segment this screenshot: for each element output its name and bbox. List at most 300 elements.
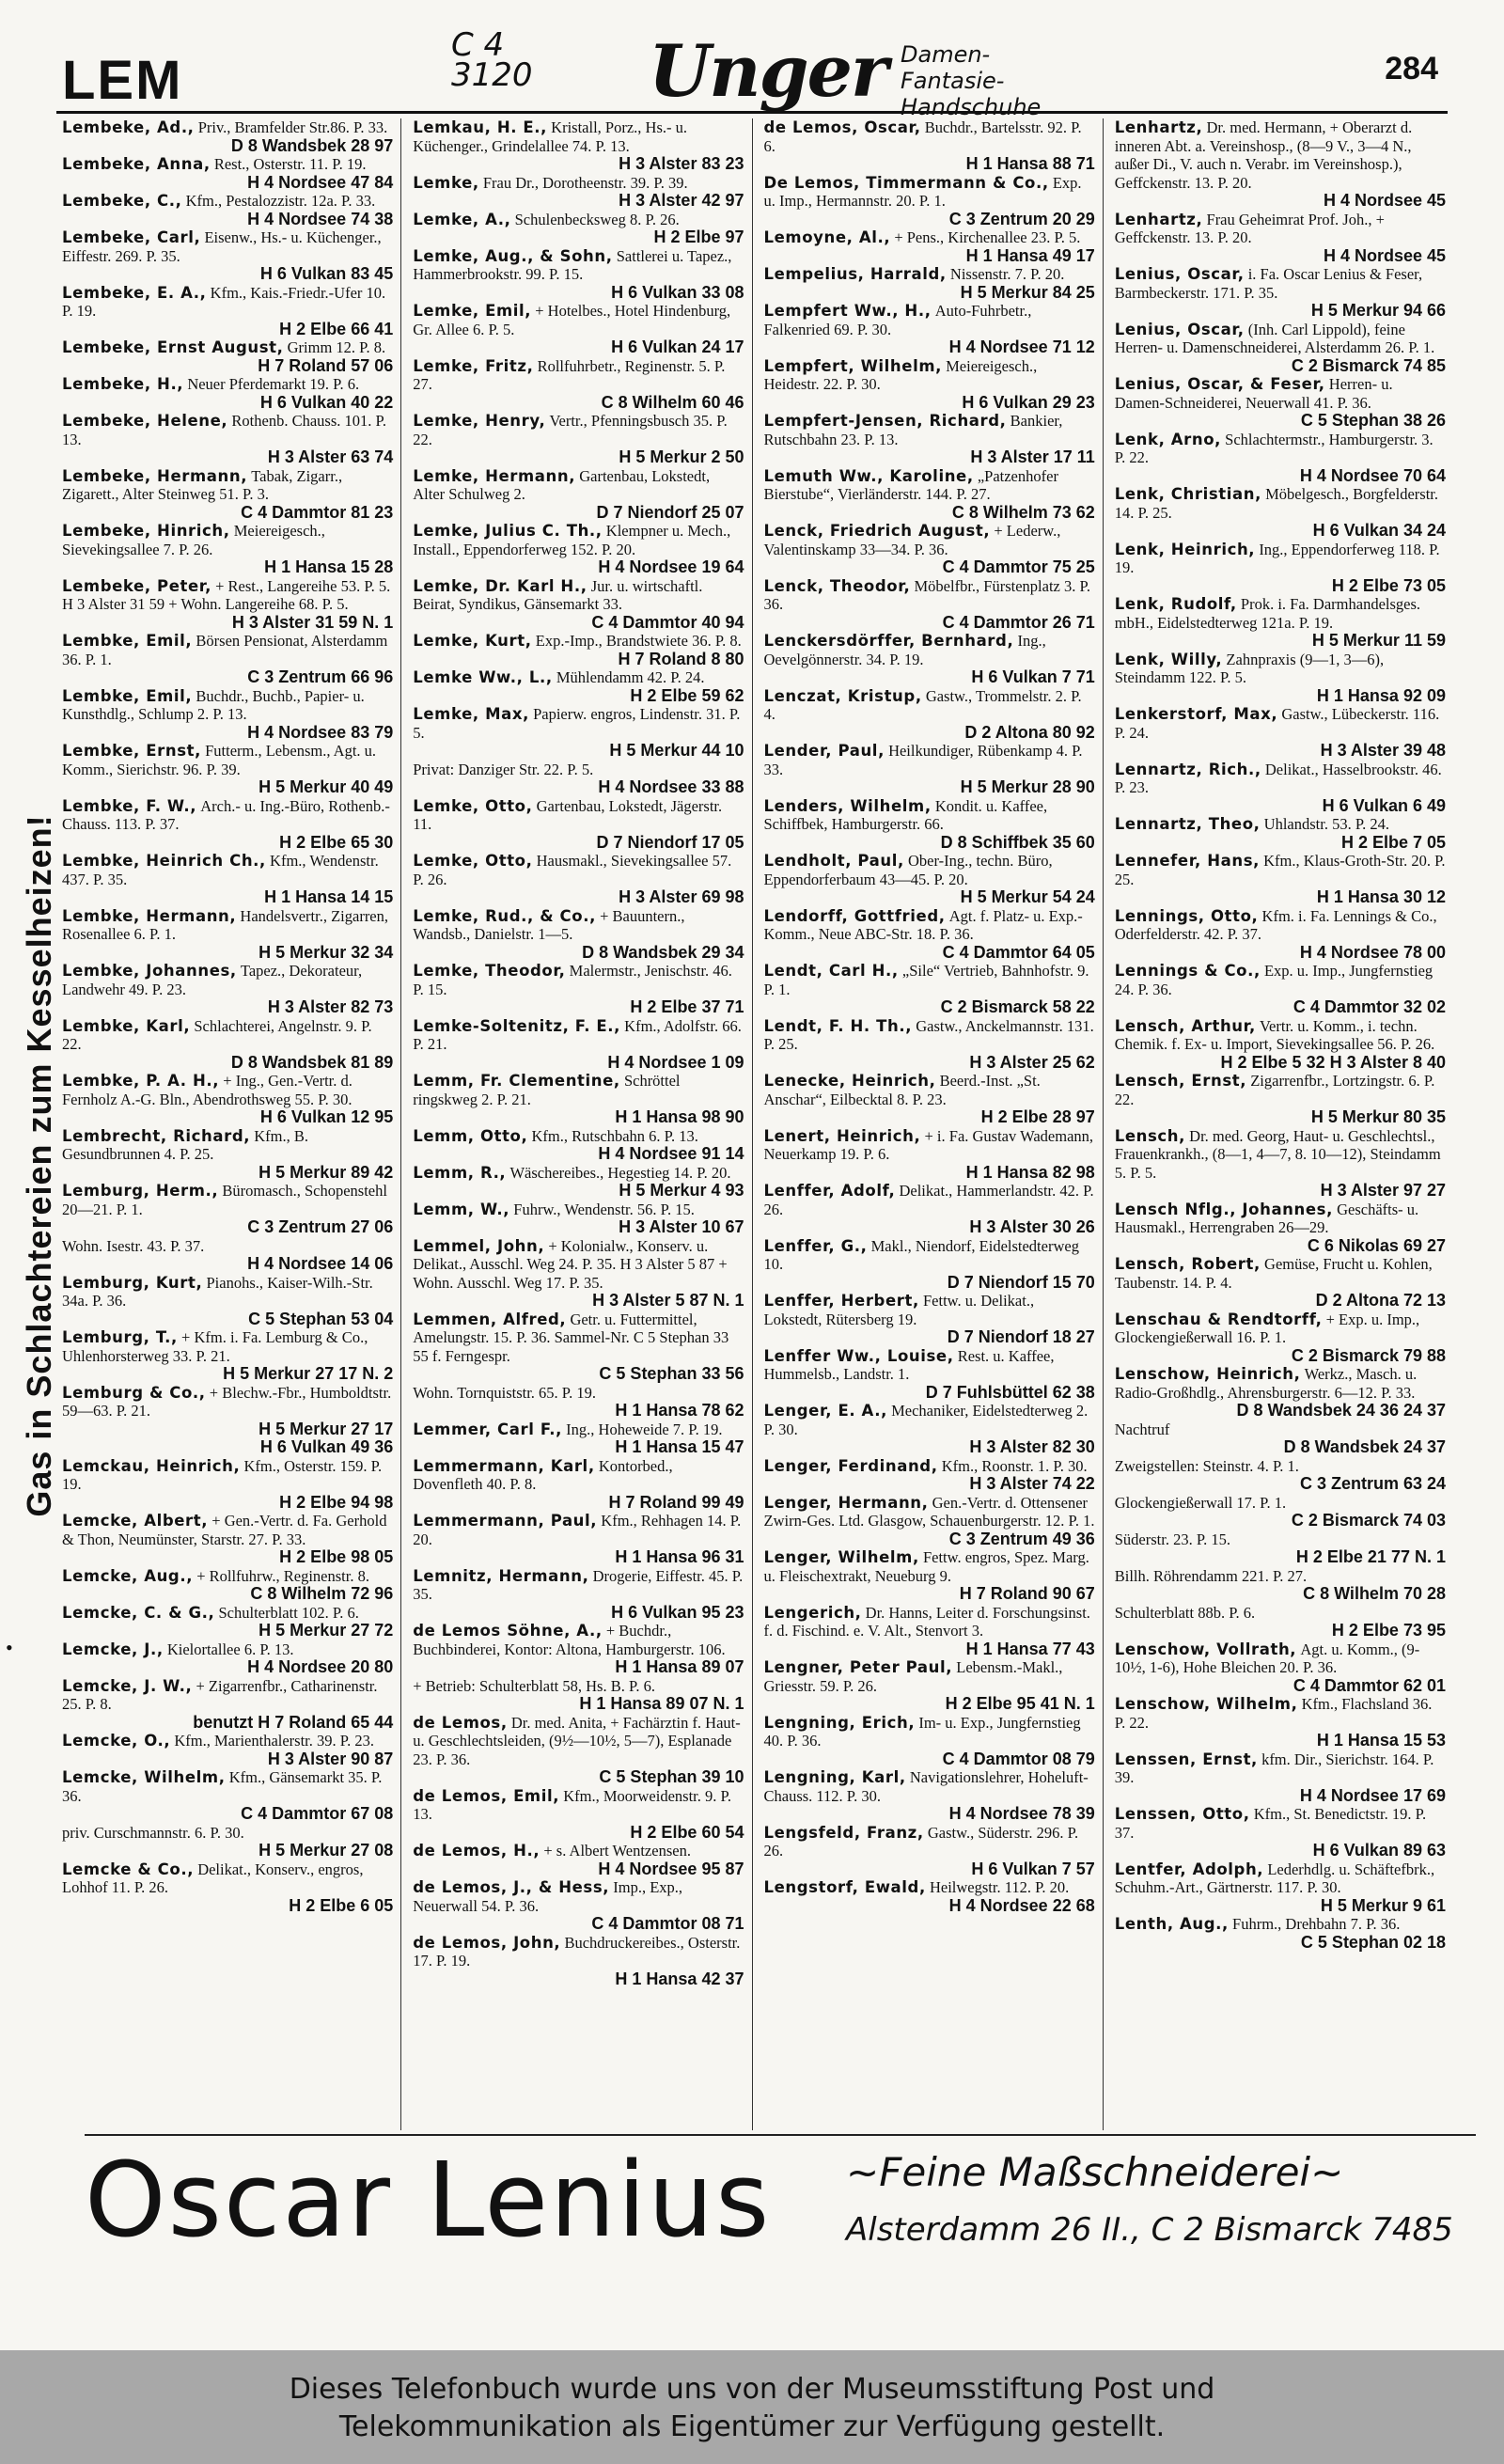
directory-entry <box>62 1182 393 1237</box>
entry-phone: H 6 Vulkan 89 63 <box>1312 1841 1446 1860</box>
entry-name: Lemm, Otto, <box>413 1126 528 1145</box>
directory-entry <box>62 1677 393 1733</box>
entry-name: Lensch Nflg., Johannes, <box>1114 1200 1333 1218</box>
header-brand-subtitle <box>901 41 1041 120</box>
entry-details: + Buchdr., Buchbinderei, Kontor: Altona, Hamburgerstr. 106. <box>413 1622 726 1658</box>
entry-name: Lengsfeld, Franz, <box>763 1823 924 1842</box>
entry-name: Lemcke, J., <box>62 1640 164 1658</box>
directory-entry <box>413 174 744 211</box>
entry-name: Lenk, Willy, <box>1114 650 1223 668</box>
entry-phone: H 2 Elbe 6 05 <box>289 1895 394 1915</box>
entry-details: Navigationslehrer, Hoheluft-Chauss. 112. P. 30. <box>763 1768 1089 1805</box>
entry-name: Lemuth Ww., Karoline, <box>763 466 974 485</box>
entry-name: Lendorff, Gottfried, <box>763 906 946 925</box>
directory-entry <box>62 632 393 687</box>
entry-name: Lendt, F. H. Th., <box>763 1016 913 1035</box>
directory-entry <box>764 174 1095 229</box>
entry-details: Gastw., Lübeckerstr. 116. P. 24. <box>1114 705 1440 742</box>
entry-phone: C 5 Stephan 33 56 <box>599 1364 744 1383</box>
entry-name: Lengning, Karl, <box>763 1768 906 1786</box>
entry-details: Börsen Pensionat, Alsterdamm 36. P. 1. <box>62 632 388 668</box>
entry-details: Kfm., Rehhagen 14. P. 20. <box>413 1512 742 1548</box>
directory-entry <box>413 1310 744 1384</box>
directory-entry <box>1115 1255 1446 1310</box>
entry-details: Bankier, Rutschbahn 23. P. 13. <box>763 412 1063 448</box>
header-brand: Unger <box>649 29 887 113</box>
entry-name: Lemke, Emil, <box>413 302 532 320</box>
entry-details: Glockengießerwall 17. P. 1. <box>1114 1493 1287 1512</box>
entry-phone: H 6 Vulkan 49 36 <box>259 1437 394 1456</box>
entry-name: Lenders, Wilhelm, <box>763 796 932 815</box>
entry-phone: H 5 Merkur 27 08 <box>258 1841 394 1860</box>
entry-phone: H 5 Merkur 27 17 N. 2 <box>223 1364 394 1383</box>
entry-name: Lengning, Erich, <box>763 1713 916 1732</box>
entry-details: Kielortallee 6. P. 13. <box>166 1640 294 1658</box>
entry-details: Wohn. Isestr. 43. P. 37. <box>62 1236 205 1255</box>
entry-details: Ing., Eppendorferweg 118. P. 19. <box>1114 540 1440 576</box>
listing-column-3 <box>760 118 1104 2130</box>
entry-phone: H 1 Hansa 15 28 <box>264 557 394 576</box>
directory-entry <box>1115 321 1446 376</box>
entry-name: Lentfer, Adolph, <box>1114 1860 1264 1878</box>
entry-phone: C 5 Stephan 53 04 <box>248 1309 394 1328</box>
header-code-line2: 3120 <box>451 56 533 94</box>
entry-phone: H 4 Nordsee 33 88 <box>598 777 744 796</box>
entry-details: + s. Albert Wentzensen. <box>543 1842 691 1860</box>
entry-name: Lemke, Dr. Karl H., <box>413 576 588 595</box>
entry-details: Drogerie, Eiffestr. 45. P. 35. <box>413 1566 744 1603</box>
entry-details: Exp.-Imp., Brandstwiete 36. P. 8. <box>535 632 742 650</box>
entry-phone: H 4 Nordsee 78 00 <box>1299 942 1446 962</box>
brand-sub-line2: Handschuhe <box>901 94 1042 120</box>
entry-details: Rothenb. Chauss. 101. P. 13. <box>62 412 386 448</box>
entry-phone: H 3 Alster 74 22 <box>969 1474 1095 1493</box>
entry-details: Kfm., Marienthalerstr. 39. P. 23. <box>174 1732 374 1750</box>
side-banner-text: Gas in Schlachtereien zum Kesselheizen! <box>20 814 58 1517</box>
entry-details: Vertr., Pfenningsbusch 35. P. 22. <box>413 412 728 448</box>
entry-phone: H 4 Nordsee 91 14 <box>598 1144 744 1163</box>
entry-phone: H 2 Elbe 94 98 <box>279 1492 394 1512</box>
entry-name: Lemm, W., <box>413 1200 510 1218</box>
entry-phone: C 8 Wilhelm 60 46 <box>601 392 744 412</box>
entry-phone: H 1 Hansa 98 90 <box>615 1107 744 1126</box>
entry-name: de Lemos, John, <box>413 1933 561 1952</box>
entry-name: Lemmer, Carl F., <box>413 1420 563 1438</box>
directory-entry <box>413 522 744 577</box>
entry-details: Mühlendamm 42. P. 24. <box>556 668 705 686</box>
entry-name: Lenckersdörffer, Bernhard, <box>763 632 1014 650</box>
directory-entry <box>764 577 1095 633</box>
entry-details: Dr. med. Georg, Haut- u. Geschlechtsl., Frauenkrankh., (8—1, 4—7, 8. 10—12), Steindamm 5. P. 5. <box>1114 1126 1441 1182</box>
entry-details: Exp. u. Imp., Hermannstr. 20. P. 1. <box>763 173 1082 210</box>
directory-entry <box>764 228 1095 265</box>
entry-name: Lembeke, E. A., <box>62 283 207 302</box>
directory-entry <box>413 302 744 357</box>
entry-details: Dr. Hanns, Leiter d. Forschungsinst. f. d. Fischind. e. V. Alt., Stenvort 3. <box>763 1603 1090 1640</box>
entry-name: Lemmermann, Karl, <box>413 1456 595 1475</box>
directory-entry <box>62 797 393 853</box>
directory-entry <box>1115 1494 1446 1530</box>
entry-details: Zigarrenfbr., Lortzingstr. 6. P. 22. <box>1114 1072 1435 1108</box>
entry-phone: C 8 Wilhelm 70 28 <box>1303 1584 1446 1603</box>
entry-phone: H 2 Elbe 60 54 <box>630 1822 744 1842</box>
directory-entry <box>62 687 393 743</box>
entry-phone: D 8 Wandsbek 81 89 <box>230 1052 394 1072</box>
directory-entry <box>1115 1915 1446 1952</box>
directory-entry <box>413 1201 744 1237</box>
entry-details: Prok. i. Fa. Darmhandelsges. mbH., Eidelstedterweg 121a. P. 19. <box>1114 595 1421 632</box>
entry-details: Buchdr., Buchb., Papier- u. Kunsthdlg., Schlump 2. P. 13. <box>62 686 365 723</box>
entry-name: de Lemos, J., & Hess, <box>413 1878 610 1896</box>
entry-name: Lemcke, Wilhelm, <box>62 1768 226 1786</box>
directory-entry <box>413 797 744 853</box>
directory-entry <box>413 1017 744 1073</box>
entry-details: + Rest., Langereihe 53. P. 5. H 3 Alster 31 59 + Wohn. Langereihe 68. P. 5. <box>62 576 391 613</box>
entry-name: Lemke, Kurt, <box>413 632 532 650</box>
entry-phone: H 6 Vulkan 40 22 <box>259 392 394 412</box>
entry-name: Lemke, Fritz, <box>413 356 534 375</box>
entry-name: Lensch, <box>1114 1126 1186 1145</box>
entry-details: Heilkundiger, Rübenkamp 4. P. 33. <box>763 742 1083 778</box>
entry-name: Lennefer, Hans, <box>1114 852 1261 870</box>
entry-details: + i. Fa. Gustav Wademann, Neuerkamp 19. P. 6. <box>763 1126 1094 1163</box>
entry-details: Frau Dr., Dorotheenstr. 39. P. 39. <box>482 173 688 192</box>
directory-entry <box>62 742 393 797</box>
entry-phone: H 5 Merkur 11 59 <box>1311 631 1446 650</box>
entry-details: + Blechw.-Fbr., Humboldtstr. 59—63. P. 21. <box>62 1383 392 1420</box>
entry-details: Agt. f. Platz- u. Exp.-Komm., Neue ABC-Str. 18. P. 36. <box>763 906 1083 943</box>
entry-details: Getr. u. Futtermittel, Amelungstr. 15. P. 36. Sammel-Nr. C 5 Stephan 33 55 f. Ferngespr. <box>413 1310 729 1365</box>
entry-details: Meiereigesch., Sievekingsallee 7. P. 26. <box>62 522 325 558</box>
entry-details: + Rollfuhrw., Reginenstr. 8. <box>196 1566 369 1585</box>
directory-entry <box>764 1072 1095 1127</box>
entry-name: Lemke, A., <box>413 210 511 228</box>
entry-phone: H 4 Nordsee 45 <box>1323 191 1446 210</box>
entry-name: Lenger, E. A., <box>763 1402 887 1420</box>
entry-details: Sattlerei u. Tapez., Hammerbrookstr. 99. P. 15. <box>413 246 732 283</box>
entry-details: (Inh. Carl Lippold), feine Herren- u. Damenschneiderei, Alsterdamm 26. P. 1. <box>1114 320 1435 356</box>
entry-phone: H 4 Nordsee 22 68 <box>948 1895 1095 1915</box>
directory-entry <box>1115 541 1446 596</box>
entry-phone: H 6 Vulkan 7 57 <box>971 1859 1095 1878</box>
entry-name: Lenssen, Otto, <box>1114 1805 1250 1823</box>
directory-entry <box>764 265 1095 302</box>
directory-entry <box>764 907 1095 963</box>
entry-phone: H 3 Alster 17 11 <box>970 447 1095 466</box>
entry-phone: D 2 Altona 80 92 <box>964 722 1095 742</box>
directory-entry <box>413 1127 744 1164</box>
entry-details: Gartenbau, Lokstedt, Alter Schulweg 2. <box>413 466 711 503</box>
entry-name: Lembeke, Ad., <box>62 118 195 136</box>
directory-entry <box>764 797 1095 853</box>
entry-name: Lembke, Heinrich Ch., <box>62 852 266 870</box>
entry-phone: H 5 Merkur 54 24 <box>960 887 1095 906</box>
entry-phone: C 3 Zentrum 27 06 <box>247 1217 394 1236</box>
entry-phone: H 5 Merkur 89 42 <box>258 1162 394 1182</box>
directory-entry <box>764 632 1095 687</box>
entry-details: + Kolonialw., Konserv. u. Delikat., Ausschl. Weg 24. P. 35. H 3 Alster 5 87 + Wohn. Ausschl. Weg 17. P. 35. <box>413 1236 728 1292</box>
entry-details: Nissenstr. 7. P. 20. <box>949 265 1065 283</box>
entry-details: + Hotelbes., Hotel Hindenburg, Gr. Allee 6. P. 5. <box>413 302 731 338</box>
directory-entry <box>764 1182 1095 1237</box>
entry-phone: H 4 Nordsee 14 06 <box>247 1254 394 1273</box>
entry-phone: D 7 Niendorf 18 27 <box>947 1327 1095 1346</box>
entry-phone: H 6 Vulkan 95 23 <box>611 1602 744 1622</box>
directory-entry <box>1115 1567 1446 1604</box>
entry-name: Lembeke, Hermann, <box>62 466 248 485</box>
entry-name: Lemnitz, Hermann, <box>413 1566 589 1585</box>
directory-entry <box>413 412 744 467</box>
directory-entry <box>62 375 393 412</box>
entry-details: Schröttel ringskweg 2. P. 21. <box>413 1072 681 1108</box>
directory-entry <box>764 962 1095 1017</box>
listing-column-4 <box>1111 118 1453 2130</box>
directory-entry <box>1115 907 1446 963</box>
entry-details: Büromasch., Schopenstehl 20—21. P. 1. <box>62 1182 387 1218</box>
entry-name: Lemke, Theodor, <box>413 962 566 980</box>
entry-name: Lembke, Hermann, <box>62 906 237 925</box>
directory-entry <box>413 1420 744 1457</box>
entry-phone: H 1 Hansa 92 09 <box>1316 685 1446 705</box>
entry-details: Handelsvertr., Zigarren, Rosenallee 6. P. 1. <box>62 906 389 943</box>
directory-entry <box>413 1237 744 1310</box>
entry-phone: H 7 Roland 57 06 <box>258 355 394 375</box>
entry-details: Tapez., Dekorateur, Landwehr 49. P. 23. <box>62 962 363 998</box>
directory-entry <box>62 1127 393 1183</box>
entry-details: Klempner u. Mech., Install., Eppendorferweg 152. P. 20. <box>413 522 731 558</box>
directory-entry <box>1115 375 1446 431</box>
directory-entry <box>764 1017 1095 1073</box>
entry-phone: H 6 Vulkan 83 45 <box>259 264 394 283</box>
entry-name: de Lemos, Emil, <box>413 1786 560 1805</box>
directory-entry <box>1115 1017 1446 1073</box>
entry-name: Lengstorf, Ewald, <box>763 1878 926 1896</box>
entry-name: Lemburg, Kurt, <box>62 1273 203 1292</box>
entry-name: Lenffer, G., <box>763 1236 868 1255</box>
entry-name: Lembeke, C., <box>62 192 182 210</box>
directory-entry <box>62 228 393 284</box>
entry-phone: C 2 Bismarck 58 22 <box>940 997 1095 1016</box>
directory-entry <box>62 522 393 577</box>
entry-details: Kfm., Wendenstr. 437. P. 35. <box>62 852 379 888</box>
entry-name: Lemmermann, Paul, <box>413 1512 598 1530</box>
entry-name: Lenhartz, <box>1114 210 1203 228</box>
entry-details: Privat: Danziger Str. 22. P. 5. <box>413 760 594 778</box>
entry-name: Lembeke, Helene, <box>62 412 228 430</box>
directory-entry <box>413 357 744 413</box>
directory-entry <box>764 1402 1095 1457</box>
directory-entry <box>1115 118 1446 211</box>
advert-trade: ~Feine Maßschneiderei~ <box>846 2149 1344 2195</box>
directory-entry <box>413 705 744 761</box>
entry-details: Ing., Oevelgönnerstr. 34. P. 19. <box>763 632 1046 668</box>
entry-details: Dr. med. Hermann, + Oberarzt d. inneren Abt. a. Vereinshosp., (8—9 V., 3—4 N., außer Di., V. auch n. Verabr. im Vereinshosp.), Geffckenstr. 13. P. 20. <box>1114 118 1413 192</box>
entry-details: Frau Geheimrat Prof. Joh., + Geffckenstr. 13. P. 20. <box>1114 210 1385 246</box>
entry-phone: H 6 Vulkan 34 24 <box>1312 521 1446 540</box>
entry-phone: C 3 Zentrum 66 96 <box>247 667 394 686</box>
directory-entry <box>62 1237 393 1274</box>
entry-details: Exp. u. Imp., Jungfernstieg 24. P. 36. <box>1114 962 1434 998</box>
directory-entry <box>413 668 744 705</box>
entry-name: De Lemos, Timmermann & Co., <box>763 173 1049 192</box>
entry-details: Mechaniker, Eidelstedterweg 2. P. 30. <box>763 1402 1089 1438</box>
entry-details: Futterm., Lebensm., Agt. u. Komm., Sierichstr. 96. P. 39. <box>62 742 377 778</box>
entry-name: Lemke-Soltenitz, F. E., <box>413 1016 621 1035</box>
entry-phone: H 5 Merkur 40 49 <box>258 777 394 796</box>
directory-entry <box>764 742 1095 797</box>
entry-phone: D 2 Altona 72 13 <box>1315 1291 1446 1310</box>
entry-details: Nachtruf <box>1114 1420 1170 1438</box>
entry-details: Kfm., Roonstr. 1. P. 30. <box>941 1456 1088 1475</box>
entry-name: Lenger, Wilhelm, <box>763 1548 919 1566</box>
entry-phone: H 1 Hansa 15 47 <box>615 1437 744 1456</box>
directory-entry <box>62 1384 393 1439</box>
directory-entry <box>413 1384 744 1420</box>
advert-address: Alsterdamm 26 II., C 2 Bismarck 7485 <box>846 2211 1453 2249</box>
entry-details: + Betrieb: Schulterblatt 58, Hs. B. P. 6. <box>413 1676 655 1695</box>
entry-phone: C 4 Dammtor 67 08 <box>241 1804 394 1823</box>
entry-name: Lemmen, Alfred, <box>413 1310 567 1328</box>
entry-details: „Patzenhofer Bierstube“, Vierländerstr. 144. P. 27. <box>763 466 1058 503</box>
entry-details: + Kfm. i. Fa. Lemburg & Co., Uhlenhorsterweg 33. P. 21. <box>62 1328 368 1365</box>
entry-details: Kontorbed., Dovenfleth 40. P. 8. <box>413 1456 673 1493</box>
directory-entry <box>764 118 1095 174</box>
directory-entry <box>1115 1860 1446 1916</box>
entry-details: Kfm., St. Benedictstr. 19. P. 37. <box>1114 1805 1427 1842</box>
entry-phone: D 8 Schiffbek 35 60 <box>940 832 1095 852</box>
directory-entry <box>764 687 1095 743</box>
entry-details: Rest. u. Kaffee, Hummelsb., Landstr. 1. <box>763 1346 1055 1383</box>
entry-phone: H 3 Alster 63 74 <box>267 447 394 466</box>
directory-entry <box>764 467 1095 523</box>
entry-name: Lenert, Heinrich, <box>763 1126 921 1145</box>
entry-phone: H 1 Hansa 78 62 <box>615 1401 744 1420</box>
entry-name: Lemke, Max, <box>413 705 529 723</box>
entry-phone: C 2 Bismarck 74 85 <box>1291 355 1446 375</box>
directory-entry <box>413 1714 744 1787</box>
entry-phone: H 6 Vulkan 7 71 <box>971 667 1095 686</box>
entry-name: Lemcke, J. W., <box>62 1676 193 1695</box>
entry-details: Priv., Bramfelder Str.86. P. 33. <box>197 118 388 136</box>
entry-name: Lemke, Hermann, <box>413 466 576 485</box>
entry-phone: H 4 Nordsee 1 09 <box>607 1052 744 1072</box>
entry-name: Lemm, R., <box>413 1163 507 1182</box>
directory-entry <box>62 1017 393 1073</box>
directory-entry <box>1115 852 1446 907</box>
directory-entry <box>1115 595 1446 651</box>
directory-entry <box>1115 485 1446 541</box>
header-code <box>451 26 533 94</box>
entry-details: priv. Curschmannstr. 6. P. 30. <box>62 1823 244 1842</box>
entry-name: Lenffer, Adolf, <box>763 1182 896 1200</box>
entry-phone: H 2 Elbe 37 71 <box>630 997 744 1016</box>
directory-entry <box>764 1824 1095 1879</box>
entry-phone: C 4 Dammtor 64 05 <box>942 942 1095 962</box>
entry-details: Kfm., B. Gesundbrunnen 4. P. 25. <box>62 1126 308 1163</box>
entry-name: Lembke, Karl, <box>62 1016 191 1035</box>
entry-phone: H 4 Nordsee 19 64 <box>598 557 744 576</box>
entry-details: Auto-Fuhrbetr., Falkenried 69. P. 30. <box>763 302 1032 338</box>
entry-name: Lemburg, Herm., <box>62 1182 219 1200</box>
entry-phone: C 4 Dammtor 62 01 <box>1292 1675 1446 1695</box>
entry-phone: H 6 Vulkan 6 49 <box>1322 795 1446 815</box>
entry-details: Möbelgesch., Borgfelderstr. 14. P. 25. <box>1114 485 1438 522</box>
directory-entry <box>62 1860 393 1916</box>
entry-phone: H 5 Merkur 9 61 <box>1320 1895 1446 1915</box>
entry-details: Wäschereibes., Hegestieg 14. P. 20. <box>509 1163 731 1182</box>
entry-phone: C 6 Nikolas 69 27 <box>1307 1235 1446 1255</box>
entry-phone: H 2 Elbe 98 05 <box>279 1547 394 1566</box>
side-banner <box>21 752 58 1579</box>
entry-name: Lembke, Emil, <box>62 686 193 705</box>
entry-phone: H 5 Merkur 27 17 <box>258 1419 394 1438</box>
entry-name: Lennartz, Theo, <box>1114 815 1261 833</box>
directory-entry <box>413 1677 744 1714</box>
directory-entry <box>413 852 744 907</box>
entry-details: Gartenbau, Lokstedt, Jägerstr. 11. <box>413 796 723 833</box>
entry-name: Lembeke, H., <box>62 375 184 393</box>
entry-details: Kfm., Pestalozzistr. 12a. P. 33. <box>185 192 376 210</box>
entry-name: Lemke, Julius C. Th., <box>413 522 603 540</box>
entry-details: Rollfuhrbetr., Reginenstr. 5. P. 27. <box>413 356 726 393</box>
entry-name: Lembke, Ernst, <box>62 742 201 760</box>
entry-name: Lemmel, John, <box>413 1236 545 1255</box>
directory-entry <box>62 1457 393 1513</box>
entry-phone: H 3 Alster 5 87 N. 1 <box>592 1291 744 1310</box>
entry-details: Gastw., Süderstr. 296. P. 26. <box>763 1823 1079 1860</box>
entry-name: Lensch, Robert, <box>1114 1255 1261 1273</box>
entry-phone: C 4 Dammtor 81 23 <box>241 502 394 522</box>
entry-name: Lempfert Ww., H., <box>763 302 932 320</box>
listing-column-1 <box>58 118 401 2130</box>
entry-phone: H 4 Nordsee 71 12 <box>948 337 1095 356</box>
bottom-advert <box>85 2134 1476 2277</box>
brand-sub-line1: Damen-Fantasie- <box>901 41 1005 94</box>
entry-name: Lemckau, Heinrich, <box>62 1456 241 1475</box>
entry-phone: H 5 Merkur 94 66 <box>1310 301 1446 320</box>
entry-phone: H 5 Merkur 44 10 <box>609 741 744 760</box>
entry-details: Schulterblatt 102. P. 6. <box>218 1603 359 1622</box>
entry-name: Lennartz, Rich., <box>1114 760 1261 778</box>
directory-entry <box>62 962 393 1017</box>
entry-details: Malermstr., Jenischstr. 46. P. 15. <box>413 962 732 998</box>
entry-name: de Lemos Söhne, A., <box>413 1622 603 1640</box>
entry-phone: H 7 Roland 8 80 <box>618 649 744 668</box>
entry-phone: H 4 Nordsee 74 38 <box>247 209 394 228</box>
entry-details: Schlachtermstr., Hamburgerstr. 3. P. 22. <box>1114 430 1434 466</box>
entry-phone: C 3 Zentrum 63 24 <box>1299 1474 1446 1493</box>
entry-name: Lemkau, H. E., <box>413 118 548 136</box>
entry-phone: H 3 Alster 82 73 <box>267 997 394 1016</box>
directory-entry <box>1115 761 1446 816</box>
advert-name: Oscar Lenius <box>85 2140 772 2260</box>
entry-phone: D 8 Wandsbek 29 34 <box>582 942 744 962</box>
entry-phone: H 3 Alster 82 30 <box>969 1437 1095 1456</box>
entry-phone: H 1 Hansa 88 71 <box>965 154 1095 173</box>
entry-details: Kristall, Porz., Hs.- u. Küchenger., Grindelallee 74. P. 13. <box>413 118 687 155</box>
directory-entry <box>1115 815 1446 852</box>
entry-details: „Sile“ Vertrieb, Bahnhofstr. 9. P. 1. <box>763 962 1089 998</box>
entry-phone: C 4 Dammtor 32 02 <box>1292 997 1446 1016</box>
entry-phone: D 7 Niendorf 15 70 <box>947 1272 1095 1292</box>
entry-details: Meiereigesch., Heidestr. 22. P. 30. <box>763 356 1038 393</box>
entry-name: Lenschow, Vollrath, <box>1114 1640 1297 1658</box>
entry-phone: C 5 Stephan 38 26 <box>1300 411 1446 430</box>
entry-phone: H 1 Hansa 30 12 <box>1316 887 1446 906</box>
entry-phone: H 3 Alster 97 27 <box>1320 1181 1446 1200</box>
entry-details: Wohn. Tornquiststr. 65. P. 19. <box>413 1383 597 1402</box>
entry-name: Lemcke, Albert, <box>62 1512 209 1530</box>
